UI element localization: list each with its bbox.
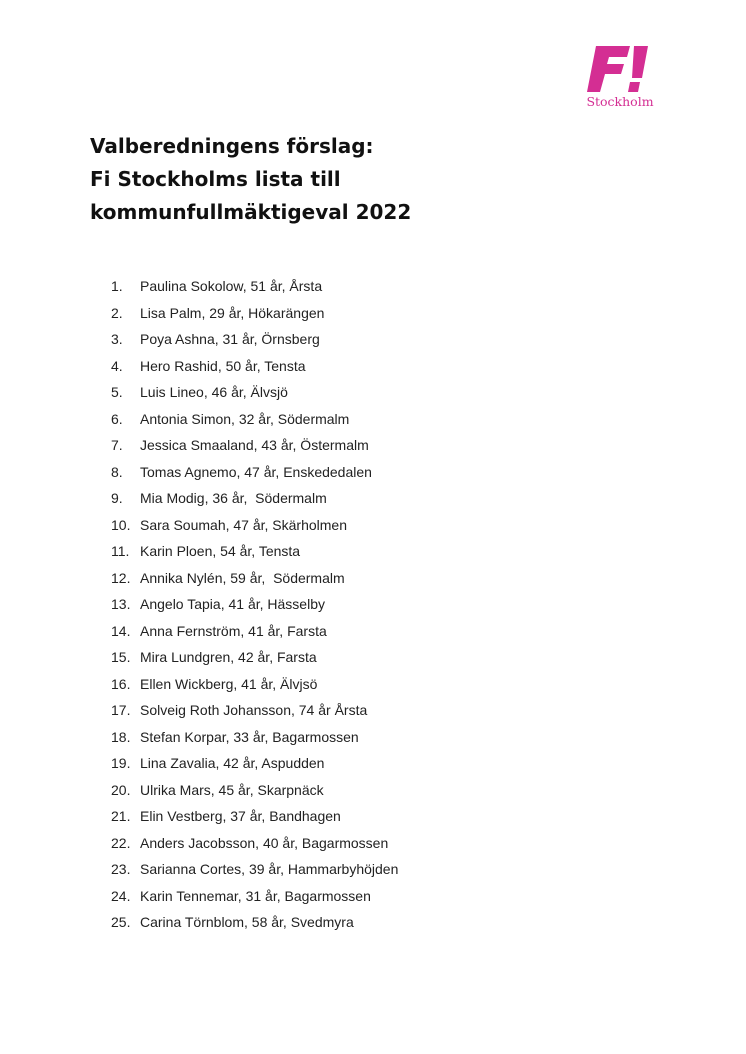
list-item-text: Hero Rashid, 50 år, Tensta — [140, 357, 306, 374]
list-item-text: Paulina Sokolow, 51 år, Årsta — [140, 278, 323, 294]
list-item-number: 6. — [111, 410, 123, 427]
list-item — [111, 697, 398, 724]
list-item-text: Elin Vestberg, 37 år, Bandhagen — [140, 808, 341, 824]
list-item — [111, 406, 398, 433]
list-item-number: 1. — [111, 278, 123, 294]
list-item-text: Ulrika Mars, 45 år, Skarpnäck — [140, 781, 324, 798]
list-item-text: Stefan Korpar, 33 år, Bagarmossen — [140, 728, 359, 745]
list-item-number: 14. — [111, 622, 131, 639]
list-item-number: 18. — [111, 728, 131, 745]
list-item-text: Mira Lundgren, 42 år, Farsta — [140, 649, 317, 665]
list-item — [111, 644, 398, 671]
list-item — [111, 432, 398, 459]
list-item-text: Angelo Tapia, 41 år, Hässelby — [140, 596, 325, 612]
list-item-number: 12. — [111, 569, 131, 586]
title-line: Fi Stockholms lista till — [90, 167, 341, 191]
page-title — [90, 130, 411, 229]
list-item — [111, 856, 398, 883]
list-item — [111, 671, 398, 698]
list-item-number: 21. — [111, 808, 131, 824]
list-item-number: 17. — [111, 702, 131, 718]
list-item-text: Anna Fernström, 41 år, Farsta — [140, 622, 327, 639]
list-item-number: 16. — [111, 675, 131, 692]
list-item-text: Poya Ashna, 31 år, Örnsberg — [140, 331, 320, 347]
list-item — [111, 538, 398, 565]
list-item — [111, 750, 398, 777]
list-item — [111, 830, 398, 857]
fi-stockholm-logo — [584, 44, 656, 110]
list-item — [111, 591, 398, 618]
list-item-text: Luis Lineo, 46 år, Älvsjö — [140, 384, 288, 400]
list-item-text: Antonia Simon, 32 år, Södermalm — [140, 410, 350, 427]
list-item — [111, 618, 398, 645]
list-item — [111, 883, 398, 910]
list-item-text: Sarianna Cortes, 39 år, Hammarbyhöjden — [140, 861, 399, 877]
list-item — [111, 273, 398, 300]
list-item — [111, 459, 398, 486]
list-item-text: Solveig Roth Johansson, 74 år Årsta — [140, 702, 368, 718]
list-item — [111, 353, 398, 380]
list-item-number: 15. — [111, 649, 131, 665]
list-item-number: 24. — [111, 887, 131, 904]
list-item-text: Carina Törnblom, 58 år, Svedmyra — [140, 914, 354, 930]
list-item-number: 7. — [111, 437, 123, 453]
logo-subtitle: Stockholm — [586, 94, 654, 109]
list-item-text: Annika Nylén, 59 år, Södermalm — [140, 569, 345, 586]
list-item-text: Anders Jacobsson, 40 år, Bagarmossen — [140, 834, 389, 851]
list-item-number: 19. — [111, 755, 131, 771]
list-item-number: 10. — [111, 516, 131, 533]
list-item-number: 11. — [111, 543, 130, 559]
list-item — [111, 565, 398, 592]
list-item-text: Karin Ploen, 54 år, Tensta — [140, 543, 301, 559]
list-item-text: Sara Soumah, 47 år, Skärholmen — [140, 516, 348, 533]
list-item-text: Tomas Agnemo, 47 år, Enskededalen — [140, 463, 372, 480]
list-item — [111, 803, 398, 830]
title-line: Valberedningens förslag: — [90, 134, 374, 158]
list-item-text: Ellen Wickberg, 41 år, Älvjsö — [140, 675, 318, 692]
list-item-number: 2. — [111, 304, 123, 321]
list-item — [111, 909, 398, 936]
list-item-number: 25. — [111, 914, 131, 930]
fi-logo-mark — [586, 44, 654, 94]
list-item-text: Mia Modig, 36 år, Södermalm — [140, 490, 327, 506]
list-item — [111, 512, 398, 539]
list-item-number: 20. — [111, 781, 131, 798]
list-item-number: 4. — [111, 357, 123, 374]
list-item-number: 9. — [111, 490, 123, 506]
list-item — [111, 379, 398, 406]
list-item-text: Karin Tennemar, 31 år, Bagarmossen — [140, 887, 371, 904]
list-item-text: Lina Zavalia, 42 år, Aspudden — [140, 755, 325, 771]
list-item-number: 8. — [111, 463, 123, 480]
list-item-text: Jessica Smaaland, 43 år, Östermalm — [140, 437, 369, 453]
list-item-number: 3. — [111, 331, 123, 347]
list-item-number: 5. — [111, 384, 123, 400]
title-line: kommunfullmäktigeval 2022 — [90, 200, 412, 224]
list-item — [111, 326, 398, 353]
list-item — [111, 724, 398, 751]
candidate-list — [111, 273, 398, 936]
list-item-text: Lisa Palm, 29 år, Hökarängen — [140, 304, 325, 321]
list-item-number: 22. — [111, 834, 131, 851]
list-item — [111, 777, 398, 804]
list-item — [111, 485, 398, 512]
list-item-number: 13. — [111, 596, 131, 612]
list-item-number: 23. — [111, 861, 131, 877]
list-item — [111, 300, 398, 327]
